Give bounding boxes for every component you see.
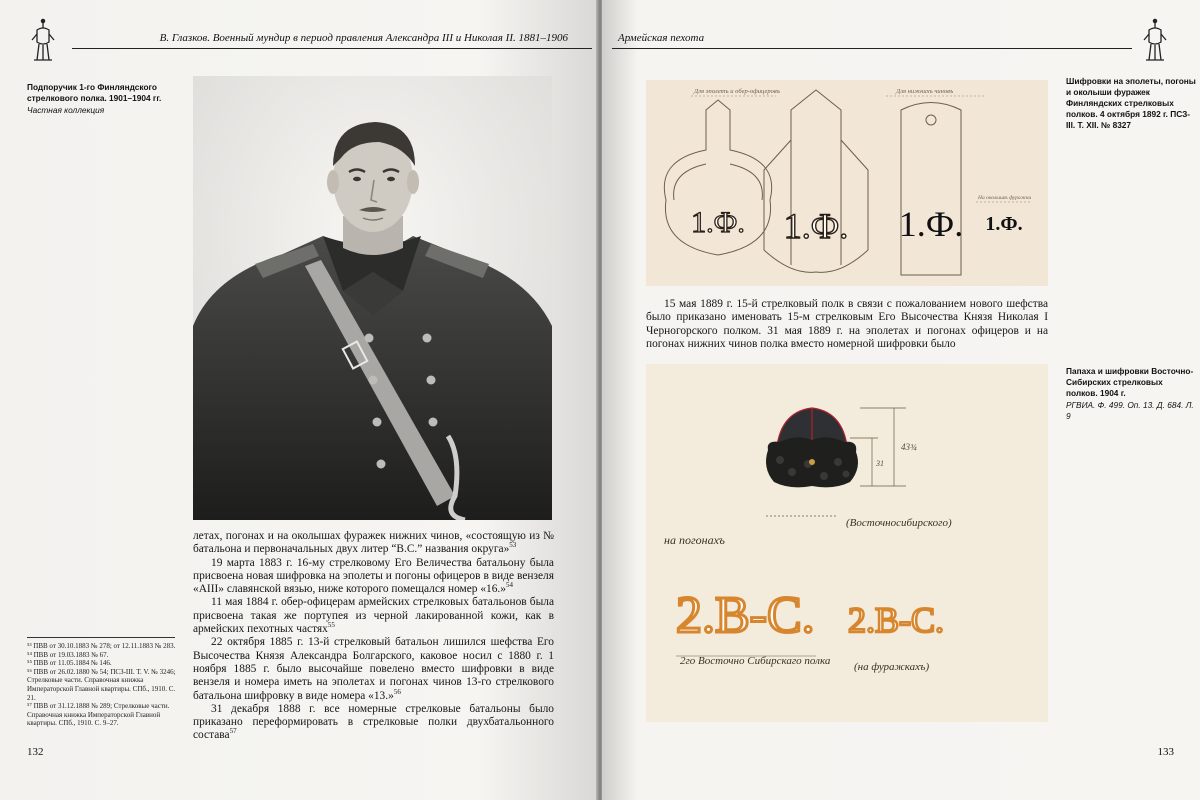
running-head: Армейская пехота xyxy=(618,32,705,44)
paragraph: 11 мая 1884 г. обер-офицерам армейских стрелковых батальонов была присвоена такая же портупея из черной лакированной кожи, как в армейских пехотных частях$^{55}$ xyxy=(193,596,554,636)
cipher-shoulder-board: 2.В-С. xyxy=(676,587,815,644)
caption-title: Подпоручик 1-го Финляндского стрелкового полка. 1901–1904 гг. xyxy=(27,82,162,103)
paragraph: 31 декабря 1888 г. все номерные стрелковые батальоны было приказано переформировать в стрелковые полки двухбатальонного состава$^{57}$ xyxy=(193,702,554,742)
right-page xyxy=(602,0,1200,800)
papakha-drawing xyxy=(646,364,1048,722)
footnote-rule xyxy=(27,637,175,638)
emblem-icon xyxy=(1140,18,1170,62)
footnote: ⁵⁶ ПВВ от 26.02.1880 № 54; ПСЗ-III. Т. V. № 3246; Стрелковые части. Справочная книжка Императорской Главной квартиры. СПб., 1910. С. 21. xyxy=(27,667,176,702)
page-number: 133 xyxy=(1157,746,1174,758)
left-page xyxy=(0,0,598,800)
epaulette-drawing xyxy=(646,80,1048,286)
caption-source: Частная коллекция xyxy=(27,105,105,115)
note-left: на погонахъ xyxy=(664,533,725,547)
note-bottom-left: 2го Восточно Сибирскаго полка xyxy=(680,655,831,667)
paragraph: 15 мая 1889 г. 15-й стрелковый полк в связи с пожалованием нового шефства было приказано именовать 15-м стрелковым Его Высочества Князя Николая I Черногорского полком. 31 мая 1889 г. на эполетах и погонах офицеров и на погонах нижних чинов полка вместо номерной шифровки было xyxy=(646,298,1048,350)
footnote: ⁵⁵ ПВВ от 11.05.1884 № 146. xyxy=(27,659,112,668)
cipher-lower-ranks: 1.Ф. xyxy=(898,204,964,244)
caption-title: Папаха и шифровки Восточно-Сибирских стрелковых полков. 1904 г. xyxy=(1066,366,1194,398)
note-bottom-right: (на фуражкахъ) xyxy=(854,661,930,673)
epaulette-plate xyxy=(646,80,1048,286)
note-top: (Восточносибирского) xyxy=(846,517,952,529)
plate-label: Для нижнихъ чиновъ xyxy=(896,88,954,95)
portrait-illustration xyxy=(193,76,552,520)
page-number: 132 xyxy=(27,746,44,758)
paragraph: 19 марта 1883 г. 16-му стрелковому Его Величества батальону была присвоена новая шифровка на эполеты и погоны офицеров в виде вензеля «АIII» славянской вязью, ниже которого помещался номер «16.»$^{54}$ xyxy=(193,556,554,596)
cipher-cap: 2.В-С. xyxy=(848,600,945,640)
running-head: В. Глазков. Военный мундир в период правления Александра III и Николая II. 1881–1906 xyxy=(159,32,568,44)
footnote: ⁵⁷ ПВВ от 31.12.1888 № 289; Стрелковые части. Справочная книжка Императорской Главной квартиры. СПб., 1910. С. 9–27. xyxy=(27,702,170,728)
header-rule xyxy=(72,48,592,49)
portrait-photo xyxy=(193,76,552,520)
emblem-icon xyxy=(28,18,58,62)
caption-source: РГВИА. Ф. 499. Оп. 13. Д. 684. Л. 9 xyxy=(1066,400,1194,421)
figure-caption xyxy=(1066,366,1196,422)
dimension-label: 31 xyxy=(876,459,884,468)
footnotes xyxy=(27,642,177,728)
header-rule xyxy=(612,48,1132,49)
footnote: ⁵³ ПВВ от 30.10.1883 № 278; от 12.11.1883 № 283. xyxy=(27,642,176,650)
paragraph: 22 октября 1885 г. 13-й стрелковый батальон лишился шефства Его Высочества Князя Александра Болгарского, каковое носил с 1880 г. 1 ноября 1885 г. было высочайше повелено вместо шифровки в виде вензеля и номера иметь на эполетах и погонах чинов 13-го стрелкового батальона шифровку в виде номера «13.»$^{56}$ xyxy=(193,636,554,702)
figure-caption xyxy=(27,82,177,116)
footnote: ⁵⁴ ПВВ от 19.03.1883 № 67. xyxy=(27,650,109,659)
paragraph: летах, погонах и на околышах фуражек нижних чинов, «состоящую из № батальона и первоначальных двух литер “В.С.” названия округа»$^{53}$ xyxy=(193,530,554,556)
body-text xyxy=(193,530,554,743)
cipher-shoulder-board: 1.Ф. xyxy=(783,206,849,246)
cipher-epaulette: 1.Ф. xyxy=(691,206,745,239)
cipher-cap-band: 1.Ф. xyxy=(985,213,1023,235)
plate-label: На околышѣ фуражки xyxy=(978,195,1032,201)
papakha-plate xyxy=(646,364,1048,722)
dimension-label: 43¾ xyxy=(901,442,917,452)
plate-label: Для эполетъ и обер-офицеровъ xyxy=(694,88,780,95)
caption-title: Шифровки на эполеты, погоны и околыши фуражек Финляндских стрелковых полков. 4 октября 1892 г. ПСЗ-III. Т. XII. № 8327 xyxy=(1066,76,1196,130)
body-text xyxy=(646,298,1048,351)
figure-caption xyxy=(1066,76,1196,131)
